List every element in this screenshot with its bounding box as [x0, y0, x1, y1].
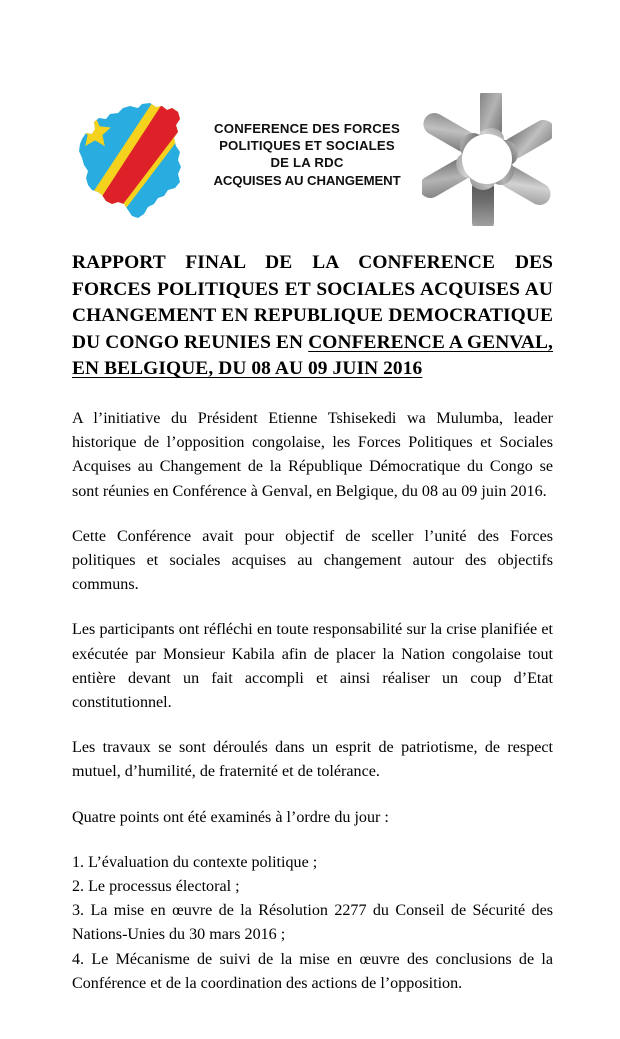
list-item: 2. Le processus électoral ;: [72, 878, 240, 896]
paragraph-4: Les travaux se sont déroulés dans un esprit de patriotisme, de respect mutuel, d’humilité, de fraternité et de tolérance.: [72, 739, 553, 781]
drc-map-flag-icon: [68, 94, 196, 224]
list-item: 3. La mise en œuvre de la Résolution 2277 du Conseil de Sécurité des Nations-Unies du 30 mars 2016 ;: [72, 902, 553, 944]
document-title-plain: RAPPORT FINAL DE LA CONFERENCE DES FORCES POLITIQUES ET SOCIALES ACQUISES AU CHANGEMENT EN REPUBLIQUE DEMOCRATIQUE DU CONGO REUNIES EN: [72, 252, 553, 353]
logo-text-line-2: POLITIQUES ET SOCIALES: [219, 138, 395, 154]
agenda-intro: Quatre points ont été examinés à l’ordre du jour :: [72, 808, 389, 826]
list-item: 1. L’évaluation du contexte politique ;: [72, 853, 318, 871]
hands-circle-unity-photo: [422, 93, 552, 226]
paragraph-3: Les participants ont réfléchi en toute responsabilité sur la crise planifiée et exécutée par Monsieur Kabila afin de placer la Nation congolaise tout entière devant un fait accompli et ainsi réaliser un coup d’Etat constitutionnel.: [72, 621, 553, 711]
logo-text-line-1: CONFERENCE DES FORCES: [214, 121, 400, 136]
logo-header: [0, 92, 620, 228]
document-body: [72, 250, 553, 996]
document-title-underlined: CONFERENCE A GENVAL, EN BELGIQUE, DU 08 AU 09 JUIN 2016: [72, 331, 554, 380]
logo-text-line-3: DE LA RDC: [270, 155, 344, 171]
logo-text-line-4: ACQUISES AU CHANGEMENT: [213, 172, 401, 188]
paragraph-2: Cette Conférence avait pour objectif de sceller l’unité des Forces politiques et sociales acquises au changement autour des objectifs communs.: [72, 527, 553, 594]
paragraph-1: A l’initiative du Président Etienne Tshisekedi wa Mulumba, leader historique de l’opposition congolaise, les Forces Politiques et Sociales Acquises au Changement de la République Démocratique du Congo se sont réunies en Conférence à Genval, en Belgique, du 08 au 09 juin 2016.: [72, 409, 553, 500]
document-title: [72, 250, 553, 383]
agenda-list: [72, 851, 553, 996]
logo-text-block: [196, 120, 418, 189]
list-item: 4. Le Mécanisme de suivi de la mise en œuvre des conclusions de la Conférence et de la coordination des actions de l’opposition.: [72, 950, 553, 992]
